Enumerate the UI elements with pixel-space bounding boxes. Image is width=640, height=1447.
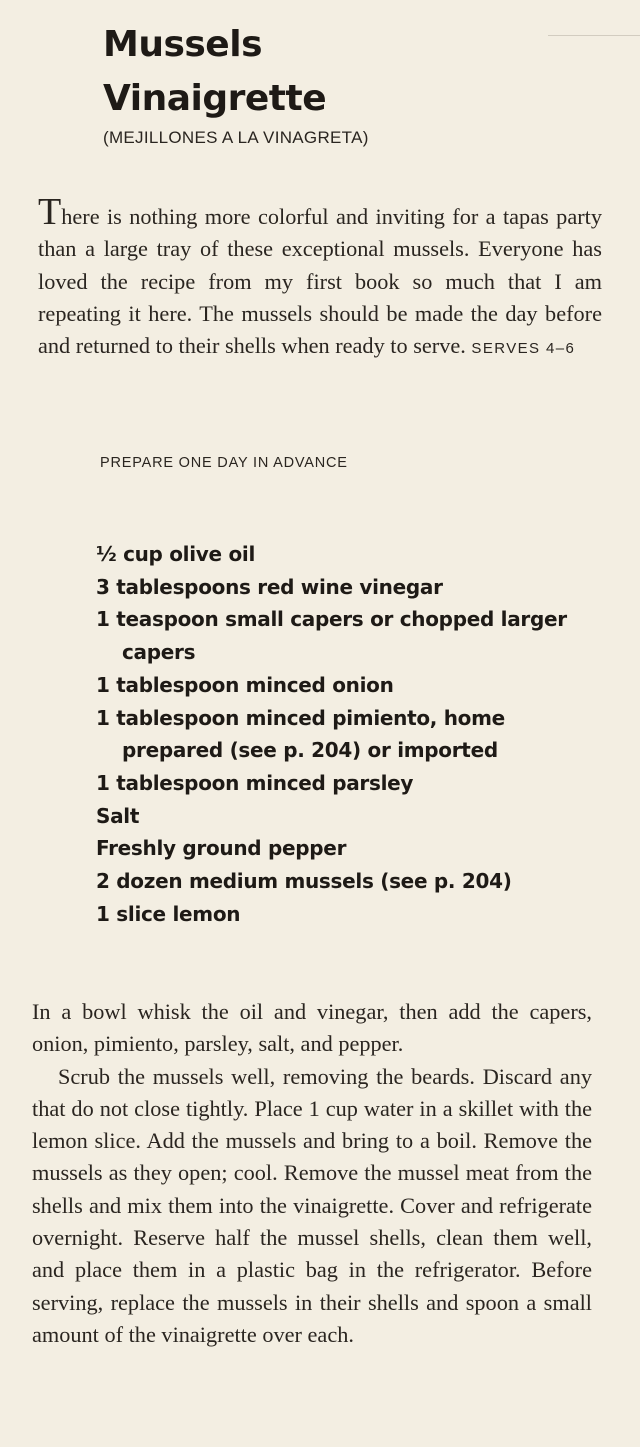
recipe-subtitle: (MEJILLONES A LA VINAGRETA) (103, 128, 369, 147)
ingredient-list (96, 538, 576, 930)
ingredient-item: 1 tablespoon minced parsley (96, 770, 414, 795)
ingredient-item: ½ cup olive oil (96, 542, 256, 566)
ingredient-item: 1 tablespoon minced onion (96, 672, 394, 697)
prep-note: PREPARE ONE DAY IN ADVANCE (100, 455, 348, 471)
serves-note: SERVES 4–6 (471, 340, 576, 358)
recipe-title-line-1: Mussels (103, 24, 262, 65)
instruction-paragraph: In a bowl whisk the oil and vinegar, then add the capers, onion, pimiento, parsley, salt, and pepper. (32, 999, 592, 1057)
intro-text: here is nothing more colorful and inviting for a tapas party than a large tray of these exceptional mussels. Everyone has loved the recipe from my first book so much that I am repeating it here. The mussels should be made the day before and returned to their shells when ready to serve. (38, 204, 602, 359)
ingredient-item: 2 dozen medium mussels (see p. 204) (96, 869, 512, 894)
recipe-title-line-2: Vinaigrette (103, 78, 327, 119)
intro-dropcap: T (38, 191, 62, 233)
ingredient-item: 1 teaspoon small capers or chopped larger capers (96, 607, 567, 665)
instruction-paragraph: Scrub the mussels well, removing the beards. Discard any that do not close tightly. Place 1 cup water in a skillet with the lemon slice. Add the mussels and bring to a boil. Remove the mussels as they open; cool. Remove the mussel meat from the shells and mix them into the vinaigrette. Cover and refrigerate overnight. Reserve half the mussel shells, clean them well, and place them in a plastic bag in the refrigerator. Before serving, replace the mussels in their shells and spoon a small amount of the vinaigrette over each. (32, 1063, 592, 1347)
ingredient-item: Salt (96, 803, 140, 828)
ingredient-item: 1 tablespoon minced pimiento, home prepared (see p. 204) or imported (96, 705, 505, 763)
recipe-intro (38, 191, 602, 365)
recipe-title (103, 18, 326, 126)
ingredient-item: 3 tablespoons red wine vinegar (96, 574, 443, 599)
ingredient-item: 1 slice lemon (96, 901, 241, 926)
ingredient-item: Freshly ground pepper (96, 836, 347, 861)
recipe-instructions (32, 996, 592, 1351)
bleed-through-rule (548, 35, 640, 36)
